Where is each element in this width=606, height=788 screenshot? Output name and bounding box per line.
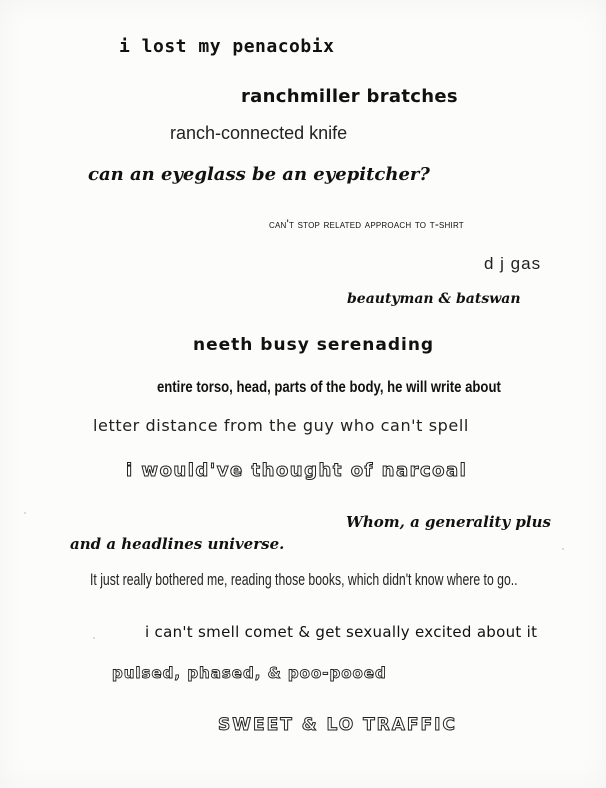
paper-speck	[93, 637, 95, 639]
poem-line-10: letter distance from the guy who can't spell	[93, 416, 469, 435]
poem-line-9: entire torso, head, parts of the body, he will write about	[157, 379, 501, 396]
poem-line-3: ranch-connected knife	[170, 123, 348, 143]
poem-line-14: It just really bothered me, reading those books, which didn't know where to go..	[90, 570, 518, 589]
poem-line-17: SWEET & LO TRAFFIC	[218, 715, 457, 735]
poem-line-13: and a headlines universe.	[70, 535, 285, 553]
poem-line-5: can't stop related approach to t-shirt	[269, 217, 464, 231]
poem-line-15: i can't smell comet & get sexually excited about it	[145, 623, 538, 641]
poem-line-6: d j gas	[484, 254, 542, 273]
paper-speck	[24, 512, 26, 514]
poem-line-11: i would've thought of narcoal	[126, 460, 468, 481]
poem-line-1: i lost my penacobix	[119, 36, 335, 57]
poem-line-16: pulsed, phased, & poo-pooed	[112, 664, 387, 682]
poem-line-2: ranchmiller bratches	[241, 86, 458, 107]
poem-line-12: Whom, a generality plus	[346, 513, 551, 531]
paper-speck	[562, 548, 564, 550]
poem-line-7: beautyman & batswan	[347, 291, 521, 307]
poem-line-8: neeth busy serenading	[193, 335, 435, 355]
poem-line-4: can an eyeglass be an eyepitcher?	[88, 164, 430, 185]
